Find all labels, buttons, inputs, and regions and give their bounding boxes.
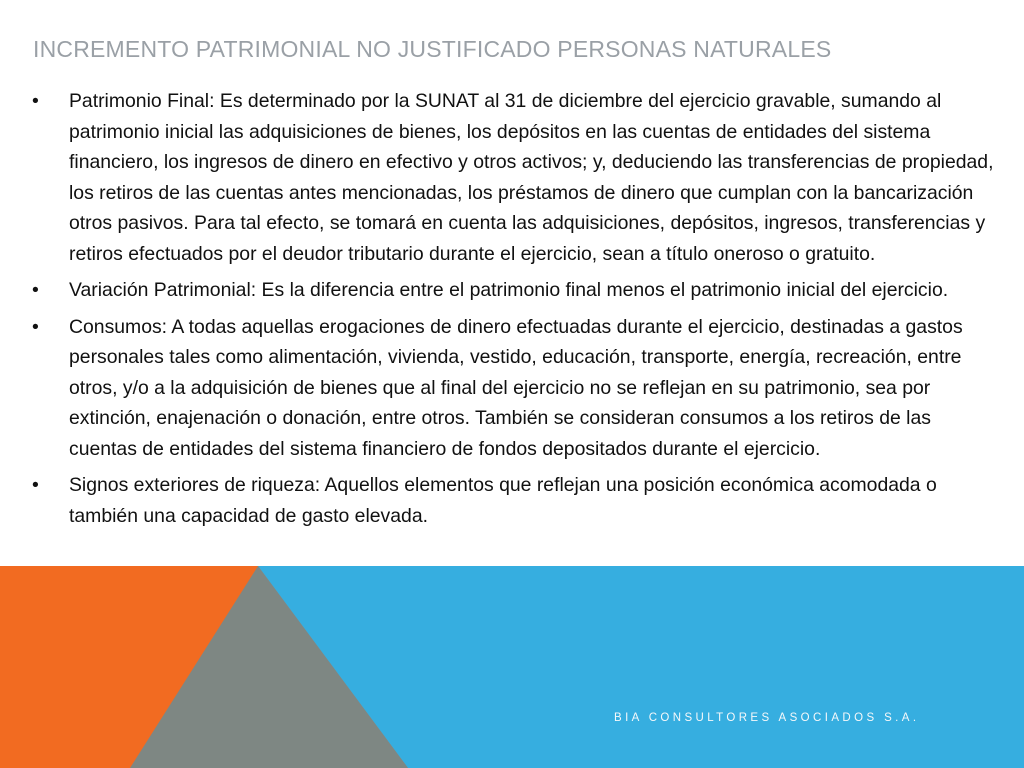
- bullet-icon: •: [32, 315, 39, 338]
- bullet-icon: •: [32, 90, 39, 112]
- bullet-item-consumos: [32, 312, 998, 465]
- bullet-item-signos-exteriores: [32, 470, 998, 531]
- bullet-term: Signos exteriores de riqueza:: [69, 474, 321, 496]
- bullet-icon: •: [32, 279, 39, 301]
- bullet-list: [32, 86, 998, 537]
- bullet-text: Es la diferencia entre el patrimonio final menos el patrimonio inicial del ejercicio.: [256, 279, 949, 301]
- footer-company: BIA CONSULTORES ASOCIADOS S.A.: [614, 712, 920, 724]
- bullet-term: Patrimonio Final:: [69, 90, 215, 112]
- bullet-text: Aquellos elementos que reflejan una posición económica acomodada o también una capacidad de gasto elevada.: [69, 474, 937, 527]
- bullet-item-patrimonio-final: [32, 86, 998, 269]
- bullet-text: Es determinado por la SUNAT al 31 de diciembre del ejercicio gravable, sumando al patrimonio inicial las adquisiciones de bienes, los depósitos en las cuentas de entidades del sistema financiero, los ingresos de dinero en efectivo y otros activos; y, deduciendo las transferencias de propiedad, los retiros de las cuentas antes mencionadas, los préstamos de dinero que cumplan con la bancarización otros pasivos. Para tal efecto, se tomará en cuenta las adquisiciones, depósitos, ingresos, transferencias y retiros efectuados por el deudor tributario durante el ejercicio, sean a título oneroso o gratuito.: [69, 90, 994, 265]
- bullet-item-variacion-patrimonial: [32, 275, 998, 306]
- bullet-term: Consumos:: [69, 315, 168, 338]
- slide-title: INCREMENTO PATRIMONIAL NO JUSTIFICADO PERSONAS NATURALES: [33, 36, 832, 62]
- bullet-icon: •: [32, 474, 39, 496]
- bullet-term: Variación Patrimonial:: [69, 279, 257, 301]
- bullet-text: A todas aquellas erogaciones de dinero efectuadas durante el ejercicio, destinadas a gastos personales tales como alimentación, vivienda, vestido, educación, transporte, energía, recreación, entre otros, y/o a la adquisición de bienes que al final del ejercicio no se reflejan en su patrimonio, sea por extinción, enajenación o donación, entre otros. También se consideran consumos a los retiros de las cuentas de entidades del sistema financiero de fondos depositados durante el ejercicio.: [69, 315, 963, 460]
